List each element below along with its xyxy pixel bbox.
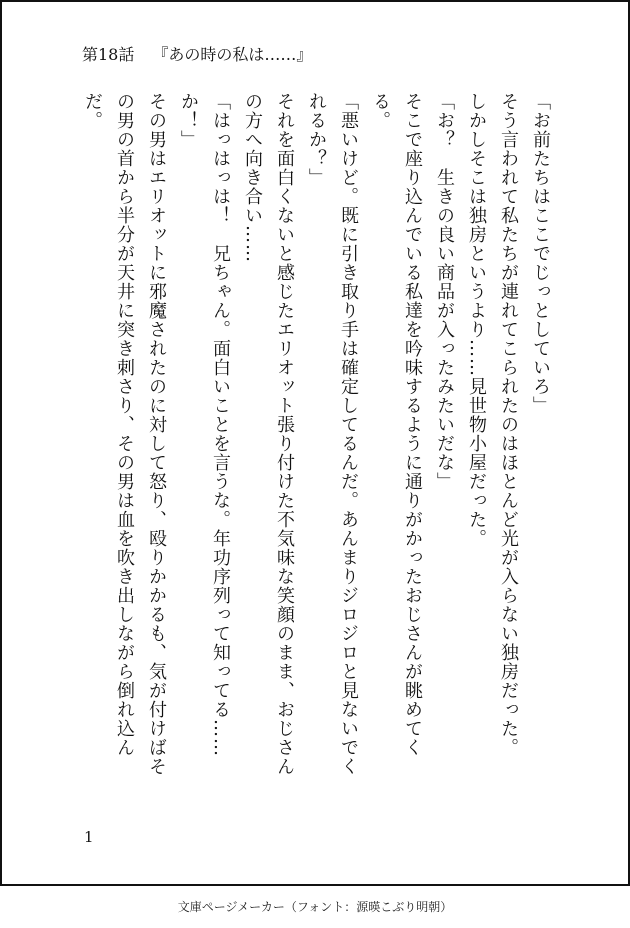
chapter-header xyxy=(82,42,312,65)
paragraph: 「お？ 生きの良い商品が入ったみたいだな」 xyxy=(434,92,455,491)
paragraph: 「悪いけど。既に引き取り手は確定してるんだ。あんまりジロジロと見ないでくれるか？」 xyxy=(306,92,359,776)
chapter-title: 『あの時の私は……』 xyxy=(152,45,313,64)
paragraph: そこで座り込んでいる私達を吟味するように通りがかったおじさんが眺めてくる。 xyxy=(370,92,423,757)
body-text xyxy=(76,92,556,792)
paragraph: そう言われて私たちが連れてこられたのはほとんど光が入らない独房だった。 xyxy=(498,92,519,757)
paragraph: それを面白くないと感じたエリオット張り付けた不気味な笑顔のまま、おじさんの方へ向き合い…… xyxy=(242,92,295,776)
footer-credit: 文庫ページメーカー（フォント：源暎こぶり明朝） xyxy=(177,900,453,914)
paragraph: 「はっはっは！ 兄ちゃん。面白いことを言うな。年功序列って知ってる……か！」 xyxy=(178,92,231,757)
paragraph: しかしそこは独房というより……見世物小屋だった。 xyxy=(466,92,487,548)
paragraph: 「お前たちはここでじっとしていろ」 xyxy=(530,92,551,415)
chapter-number: 第18話 xyxy=(82,45,135,64)
paragraph: その男はエリオットに邪魔されたのに対して怒り、殴りかかるも、気が付けばその男の首から半分が天井に突き刺さり、その男は血を吹き出しながら倒れ込んだ。 xyxy=(82,92,167,776)
page-number: 1 xyxy=(84,828,94,846)
